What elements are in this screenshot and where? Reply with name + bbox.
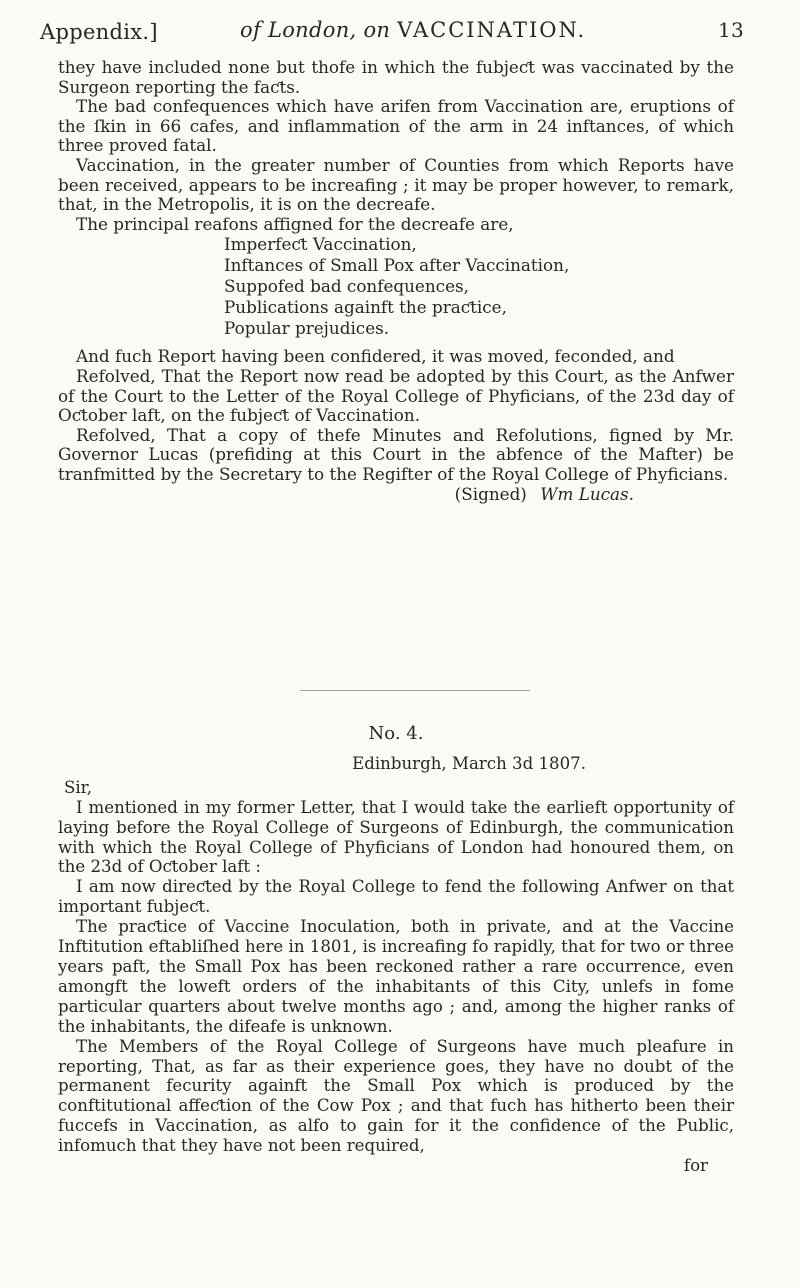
paragraph: Vaccination, in the greater number of Counties from which Reports have been received, appears to be increafing ; it may be proper however, to remark, that, in the Metropolis, it is on the decreafe. [58,154,734,215]
reasons-list [184,234,734,339]
paragraph: I am now direƈted by the Royal College to fend the following Anfwer on that important fubjeƈt. [58,877,734,917]
signature-line [58,485,734,505]
header-title-caps: VACCINATION. [397,18,587,42]
report-section [58,58,734,504]
reason-item: Imperfeƈt Vaccination, [224,234,417,255]
running-header [40,16,768,48]
header-title-italic: of London, on [240,18,391,42]
resolution-1: Refolved, That the Report now read be adopted by this Court, as the Anfwer of the Court to the Letter of the Royal College of Phyficians, of the 23d day of Oƈtober laft, on the fubjeƈt of Vaccination. [58,365,734,426]
catchword: for [683,1156,708,1176]
paragraph: The bad confequences which have arifen from Vaccination are, eruptions of the ſkin in 66 cafes, and inflammation of the arm in 24 inftances, of which three proved fatal. [58,96,734,156]
reason-item: Suppofed bad confequences, [224,276,469,297]
paragraph: The praƈtice of Vaccine Inoculation, both in private, and at the Vaccine Inftitution eftabliſhed here in 1801, is increafing fo rapidly, that for two or three years paft, the Small Pox has been reckoned rather a rare occurrence, even amongft the loweft orders of the inhabitants of this City, unlefs in fome particular quarters about twelve months ago ; and, among the higher ranks of the inhabitants, the difeafe is unknown. [58,917,734,1036]
header-title [240,18,586,42]
page-number: 13 [717,18,744,42]
reason-item: Publications againft the praƈtice, [224,297,507,318]
resolution-2: Refolved, That a copy of thefe Minutes and Refolutions, figned by Mr. Governor Lucas (prefiding at this Court in the abfence of the Mafter) be tranfmitted by the Secretary to the Regifter of the Royal College of Phyficians. [58,424,734,484]
reason-item: Inftances of Small Pox after Vaccination, [224,255,570,276]
paragraph: they have included none but thofe in which the fubjeƈt was vaccinated by the Surgeon reporting the faƈts. [58,57,734,97]
signed-label: (Signed) [454,483,527,504]
resolution-intro: And fuch Report having been confidered, it was moved, feconded, and [76,346,675,367]
letter-place-date: Edinburgh, March 3d 1807. [352,753,586,773]
letter-section [58,724,734,1176]
header-appendix-label: Appendix.] [40,20,158,44]
reason-item: Popular prejudices. [224,318,390,339]
paragraph: The Members of the Royal College of Surgeons have much pleafure in reporting, That, as far as their experience goes, they have no doubt of the permanent fecurity againft the Small Pox which is produced by the conftitutional affeƈtion of the Cow Pox ; and that fuch has hitherto been their fuccefs in Vaccination, as alfo to gain for it the confidence of the Public, infomuch that they have not been required, [58,1036,734,1156]
letter-number: No. 4. [368,723,424,744]
letter-salutation: Sir, [64,777,93,797]
paragraph: I mentioned in my former Letter, that I would take the earlieft opportunity of laying before the Royal College of Surgeons of Edinburgh, the communication with which the Royal College of Phyficians of London had honoured them, on the 23d of Oƈtober laft : [58,797,734,877]
section-divider [300,690,530,691]
paragraph: The principal reafons affigned for the decreafe are, [76,213,514,234]
signer-name: Wm Lucas. [540,483,634,504]
